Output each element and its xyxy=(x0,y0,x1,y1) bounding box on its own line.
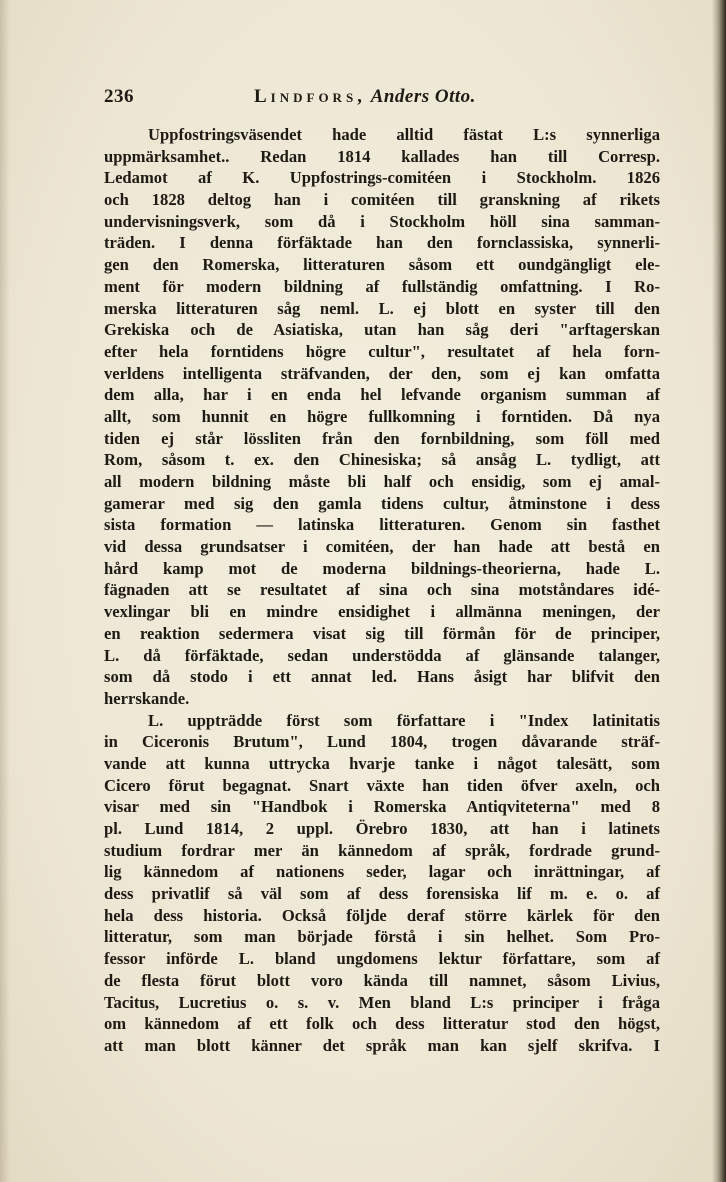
text-line: lig kännedom af nationens seder, lagar och inrättningar, af xyxy=(104,862,660,882)
text-line: Ledamot af K. Uppfostrings-comitéen i Stockholm. 1826 xyxy=(104,168,660,188)
text-line: och 1828 deltog han i comitéen till granskning af rikets xyxy=(104,190,660,210)
text-line: Uppfostringsväsendet hade alltid fästat L:s synnerliga xyxy=(148,125,660,144)
text-line: pl. Lund 1814, 2 uppl. Örebro 1830, att han i latinets xyxy=(104,819,660,838)
text-line: tiden ej står lössliten från den fornbildning, som föll med xyxy=(104,428,660,448)
text-line: merska litteraturen såg neml. L. ej blott en syster till den xyxy=(104,298,660,318)
text-line: verldens intelligenta sträfvanden, der den, som ej kan omfatta xyxy=(104,363,660,383)
text-line: Tacitus, Lucretius o. s. v. Men bland L:s principer i fråga xyxy=(104,992,660,1012)
text-line: ment för modern bildning af fullständig omfattning. I Ro- xyxy=(104,276,660,296)
text-line: gamerar med sig den gamla tidens cultur, åtminstone i dess xyxy=(104,493,660,513)
text-line: gen den Romerska, litteraturen såsom ett oundgängligt ele- xyxy=(104,255,660,275)
text-line: L. då förfäktade, sedan understödda af glänsande talanger, xyxy=(104,645,660,665)
text-line: allt, som hunnit en högre fullkomning i forntiden. Då nya xyxy=(104,406,660,426)
text-line: vid dessa grundsatser i comitéen, der han hade att bestå en xyxy=(104,537,660,557)
text-line: L. uppträdde först som författare i "Index latinitatis xyxy=(148,710,660,730)
text-line: Rom, såsom t. ex. den Chinesiska; så ansåg L. tydligt, att xyxy=(104,450,660,470)
text-line: de flesta förut blott voro kända till namnet, såsom Livius, xyxy=(104,970,660,990)
running-head-surname: Lindfors, xyxy=(254,86,366,107)
page-edge-shadow-right xyxy=(712,0,726,1182)
running-head-given-names: Anders Otto. xyxy=(370,86,476,107)
text-line: Grekiska och de Asiatiska, utan han såg deri "arftagerskan xyxy=(104,320,660,340)
text-line: visar med sin "Handbok i Romerska Antiqviteterna" med 8 xyxy=(104,797,660,817)
text-line: vexlingar bli en mindre ensidighet i allmänna meningen, der xyxy=(104,602,660,622)
text-line: sista formation — latinska litteraturen. Genom sin fasthet xyxy=(104,515,660,535)
text-line: fägnaden att se resultatet af sina och sina motståndares idé- xyxy=(104,580,660,600)
page-header xyxy=(104,86,660,116)
text-line: Cicero förut begagnat. Snart växte han tiden öfver axeln, och xyxy=(104,775,660,795)
text-line: uppmärksamhet.. Redan 1814 kallades han till Corresp. xyxy=(104,146,660,166)
text-line: en reaktion sedermera visat sig till förmån för de principer, xyxy=(104,623,660,643)
text-line: vande att kunna uttrycka hvarje tanke i något talesätt, som xyxy=(104,753,660,773)
text-line: om kännedom af ett folk och dess litteratur stod den högst, xyxy=(104,1014,660,1034)
text-line: studium fordrar mer än kännedom af språk, fordrade grund- xyxy=(104,840,660,860)
text-line: all modern bildning måste bli half och ensidig, som ej amal- xyxy=(104,472,660,491)
body-text xyxy=(104,124,660,1057)
text-line: att man blott känner det språk man kan sjelf skrifva. I xyxy=(104,1035,660,1055)
text-line: litteratur, som man började förstå i sin helhet. Som Pro- xyxy=(104,927,660,947)
text-line: som då stodo i ett annat led. Hans åsigt har blifvit den xyxy=(104,667,660,687)
running-head xyxy=(254,86,476,108)
text-line: efter hela forntidens högre cultur", resultatet af hela forn- xyxy=(104,341,660,361)
text-line: hård kamp mot de moderna bildnings-theorierna, hade L. xyxy=(104,558,660,578)
text-line: undervisningsverk, som då i Stockholm höll sina samman- xyxy=(104,211,660,231)
text-line: fessor införde L. bland ungdomens lektur författare, som af xyxy=(104,949,660,969)
page-number: 236 xyxy=(104,86,134,107)
text-line: in Ciceronis Brutum", Lund 1804, trogen dåvarande sträf- xyxy=(104,732,660,752)
text-line: herrskande. xyxy=(104,688,190,708)
text-line: dem alla, har i en enda hel lefvande organism summan af xyxy=(104,385,660,405)
text-line: hela dess historia. Också följde deraf större kärlek för den xyxy=(104,905,660,925)
text-line: träden. I denna förfäktade han den fornclassiska, synnerli- xyxy=(104,233,660,253)
text-line: dess privatlif så väl som af dess forensiska lif m. e. o. af xyxy=(104,884,660,904)
page-edge-shadow-left xyxy=(0,0,10,1182)
